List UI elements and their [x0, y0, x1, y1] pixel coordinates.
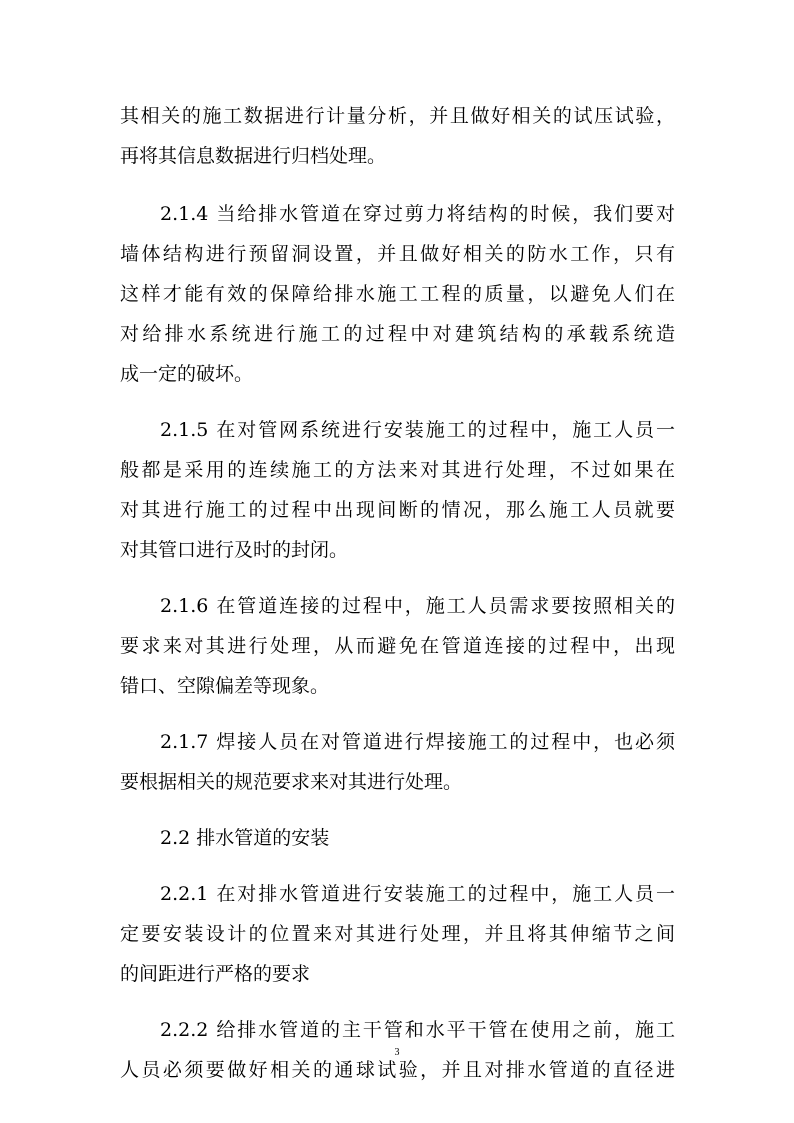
- text-line: 2.1.5 在对管网系统进行安装施工的过程中，施工人员一: [160, 419, 675, 441]
- text-line: 般都是采用的连续施工的方法来对其进行处理，不过如果在: [120, 459, 675, 481]
- text-line: 对其管口进行及时的封闭。: [120, 539, 349, 561]
- text-line: 2.1.6 在管道连接的过程中，施工人员需求要按照相关的: [160, 595, 675, 617]
- text-line: 错口、空隙偏差等现象。: [120, 675, 330, 697]
- text-line: 要求来对其进行处理，从而避免在管道连接的过程中，出现: [120, 635, 675, 657]
- text-line: 要根据相关的规范要求来对其进行处理。: [120, 771, 463, 793]
- text-line: 2.1.7 焊接人员在对管道进行焊接施工的过程中，也必须: [160, 731, 675, 753]
- text-line: 其相关的施工数据进行计量分析，并且做好相关的试压试验，: [120, 105, 675, 127]
- page-number: 3: [394, 1047, 400, 1058]
- text-line: 这样才能有效的保障给排水施工工程的质量，以避免人们在: [120, 283, 675, 305]
- text-line: 对其进行施工的过程中出现间断的情况，那么施工人员就要: [120, 499, 675, 521]
- text-line: 2.2.1 在对排水管道进行安装施工的过程中，施工人员一: [160, 883, 675, 905]
- text-line: 2.2.2 给排水管道的主干管和水平干管在使用之前，施工: [160, 1019, 675, 1041]
- text-line: 墙体结构进行预留洞设置，并且做好相关的防水工作，只有: [120, 243, 675, 265]
- text-line: 再将其信息数据进行归档处理。: [120, 145, 387, 167]
- text-line: 的间距进行严格的要求: [120, 963, 311, 985]
- text-line: 定要安装设计的位置来对其进行处理，并且将其伸缩节之间: [120, 923, 675, 945]
- text-line: 成一定的破坏。: [120, 363, 254, 385]
- text-line: 人员必须要做好相关的通球试验，并且对排水管道的直径进: [120, 1059, 675, 1081]
- text-line: 对给排水系统进行施工的过程中对建筑结构的承载系统造: [120, 323, 675, 345]
- section-heading: 2.2 排水管道的安装: [160, 827, 330, 849]
- text-line: 2.1.4 当给排水管道在穿过剪力将结构的时候，我们要对: [160, 203, 675, 225]
